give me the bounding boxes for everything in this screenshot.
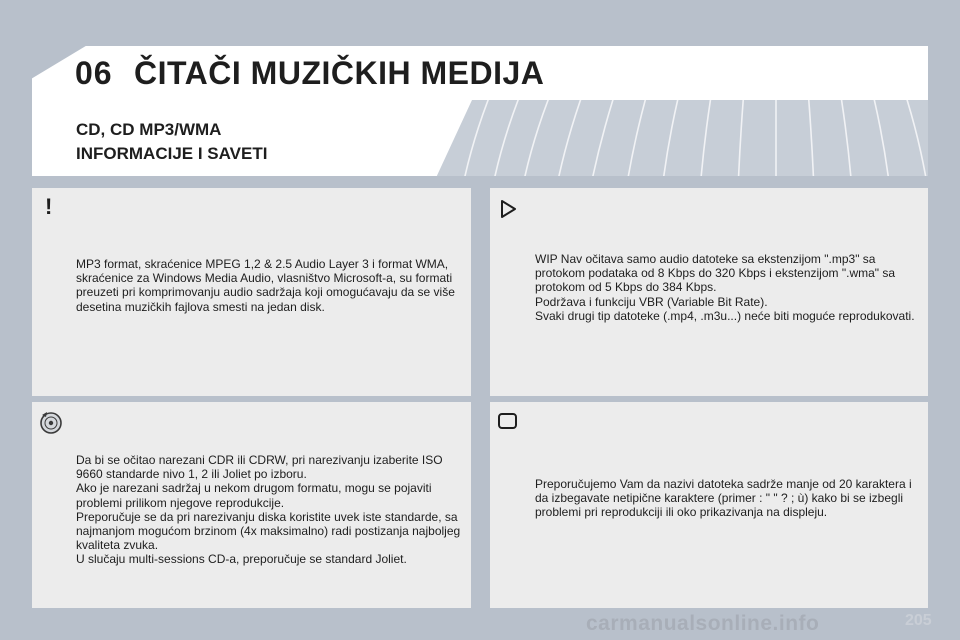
panel-text-bottom-right: Preporučujemo Vam da nazivi datoteka sadrže manje od 20 karaktera i da izbegavate netipične karaktere (primer : " " ? ; ù) kako bi se izbegli problemi pri reprodukciji ili oko prikazivanja na displeju. [535, 477, 912, 520]
rounded-square-icon [497, 411, 519, 438]
section-title-line1: CD, CD MP3/WMA [76, 120, 222, 139]
play-icon [497, 198, 519, 225]
panel-text-top-left: MP3 format, skraćenice MPEG 1,2 & 2.5 Audio Layer 3 i format WMA, skraćenice za Windows Media Audio, vlasništvo Microsoft-a, su formati preuzeti pri komprimovanju audio sadržaja koji omogućavaju da se više desetina muzičkih fajlova smesti na jedan disk. [76, 257, 455, 314]
disc-icon [38, 409, 64, 440]
section-title-line2: INFORMACIJE I SAVETI [76, 144, 268, 163]
panel-text-top-right: WIP Nav očitava samo audio datoteke sa ekstenzijom ".mp3" sa protokom podataka od 8 Kbps do 320 Kbps i ekstenzijom ".wma" sa protokom od 5 Kbps do 384 Kbps. Podržava i funkciju VBR (Variable Bit Rate). Svaki drugi tip datoteke (.mp4, .m3u...) neće biti moguće reprodukovati. [535, 252, 915, 323]
chapter-number: 06 [75, 55, 113, 91]
page-number: 205 [905, 612, 932, 629]
chapter-title: ČITAČI MUZIČKIH MEDIJA [134, 55, 545, 91]
watermark: carmanualsonline.info [586, 612, 820, 635]
exclamation-icon [39, 195, 61, 222]
panel-text-bottom-left: Da bi se očitao narezani CDR ili CDRW, pri narezivanju izaberite ISO 9660 standarde nivo 1, 2 ili Joliet po izboru. Ako je narezani sadržaj u nekom drugom formatu, mogu se pojaviti problemi prilikom njegove reprodukcije. Preporučuje se da pri narezivanju diska koristite uvek iste standarde, sa najmanjom mogućom brzinom (4x maksimalno) radi postizanja najboljeg kvaliteta zvuka. U slučaju multi-sessions CD-a, preporučuje se standard Joliet. [76, 453, 461, 567]
svg-text:!: ! [45, 195, 53, 217]
